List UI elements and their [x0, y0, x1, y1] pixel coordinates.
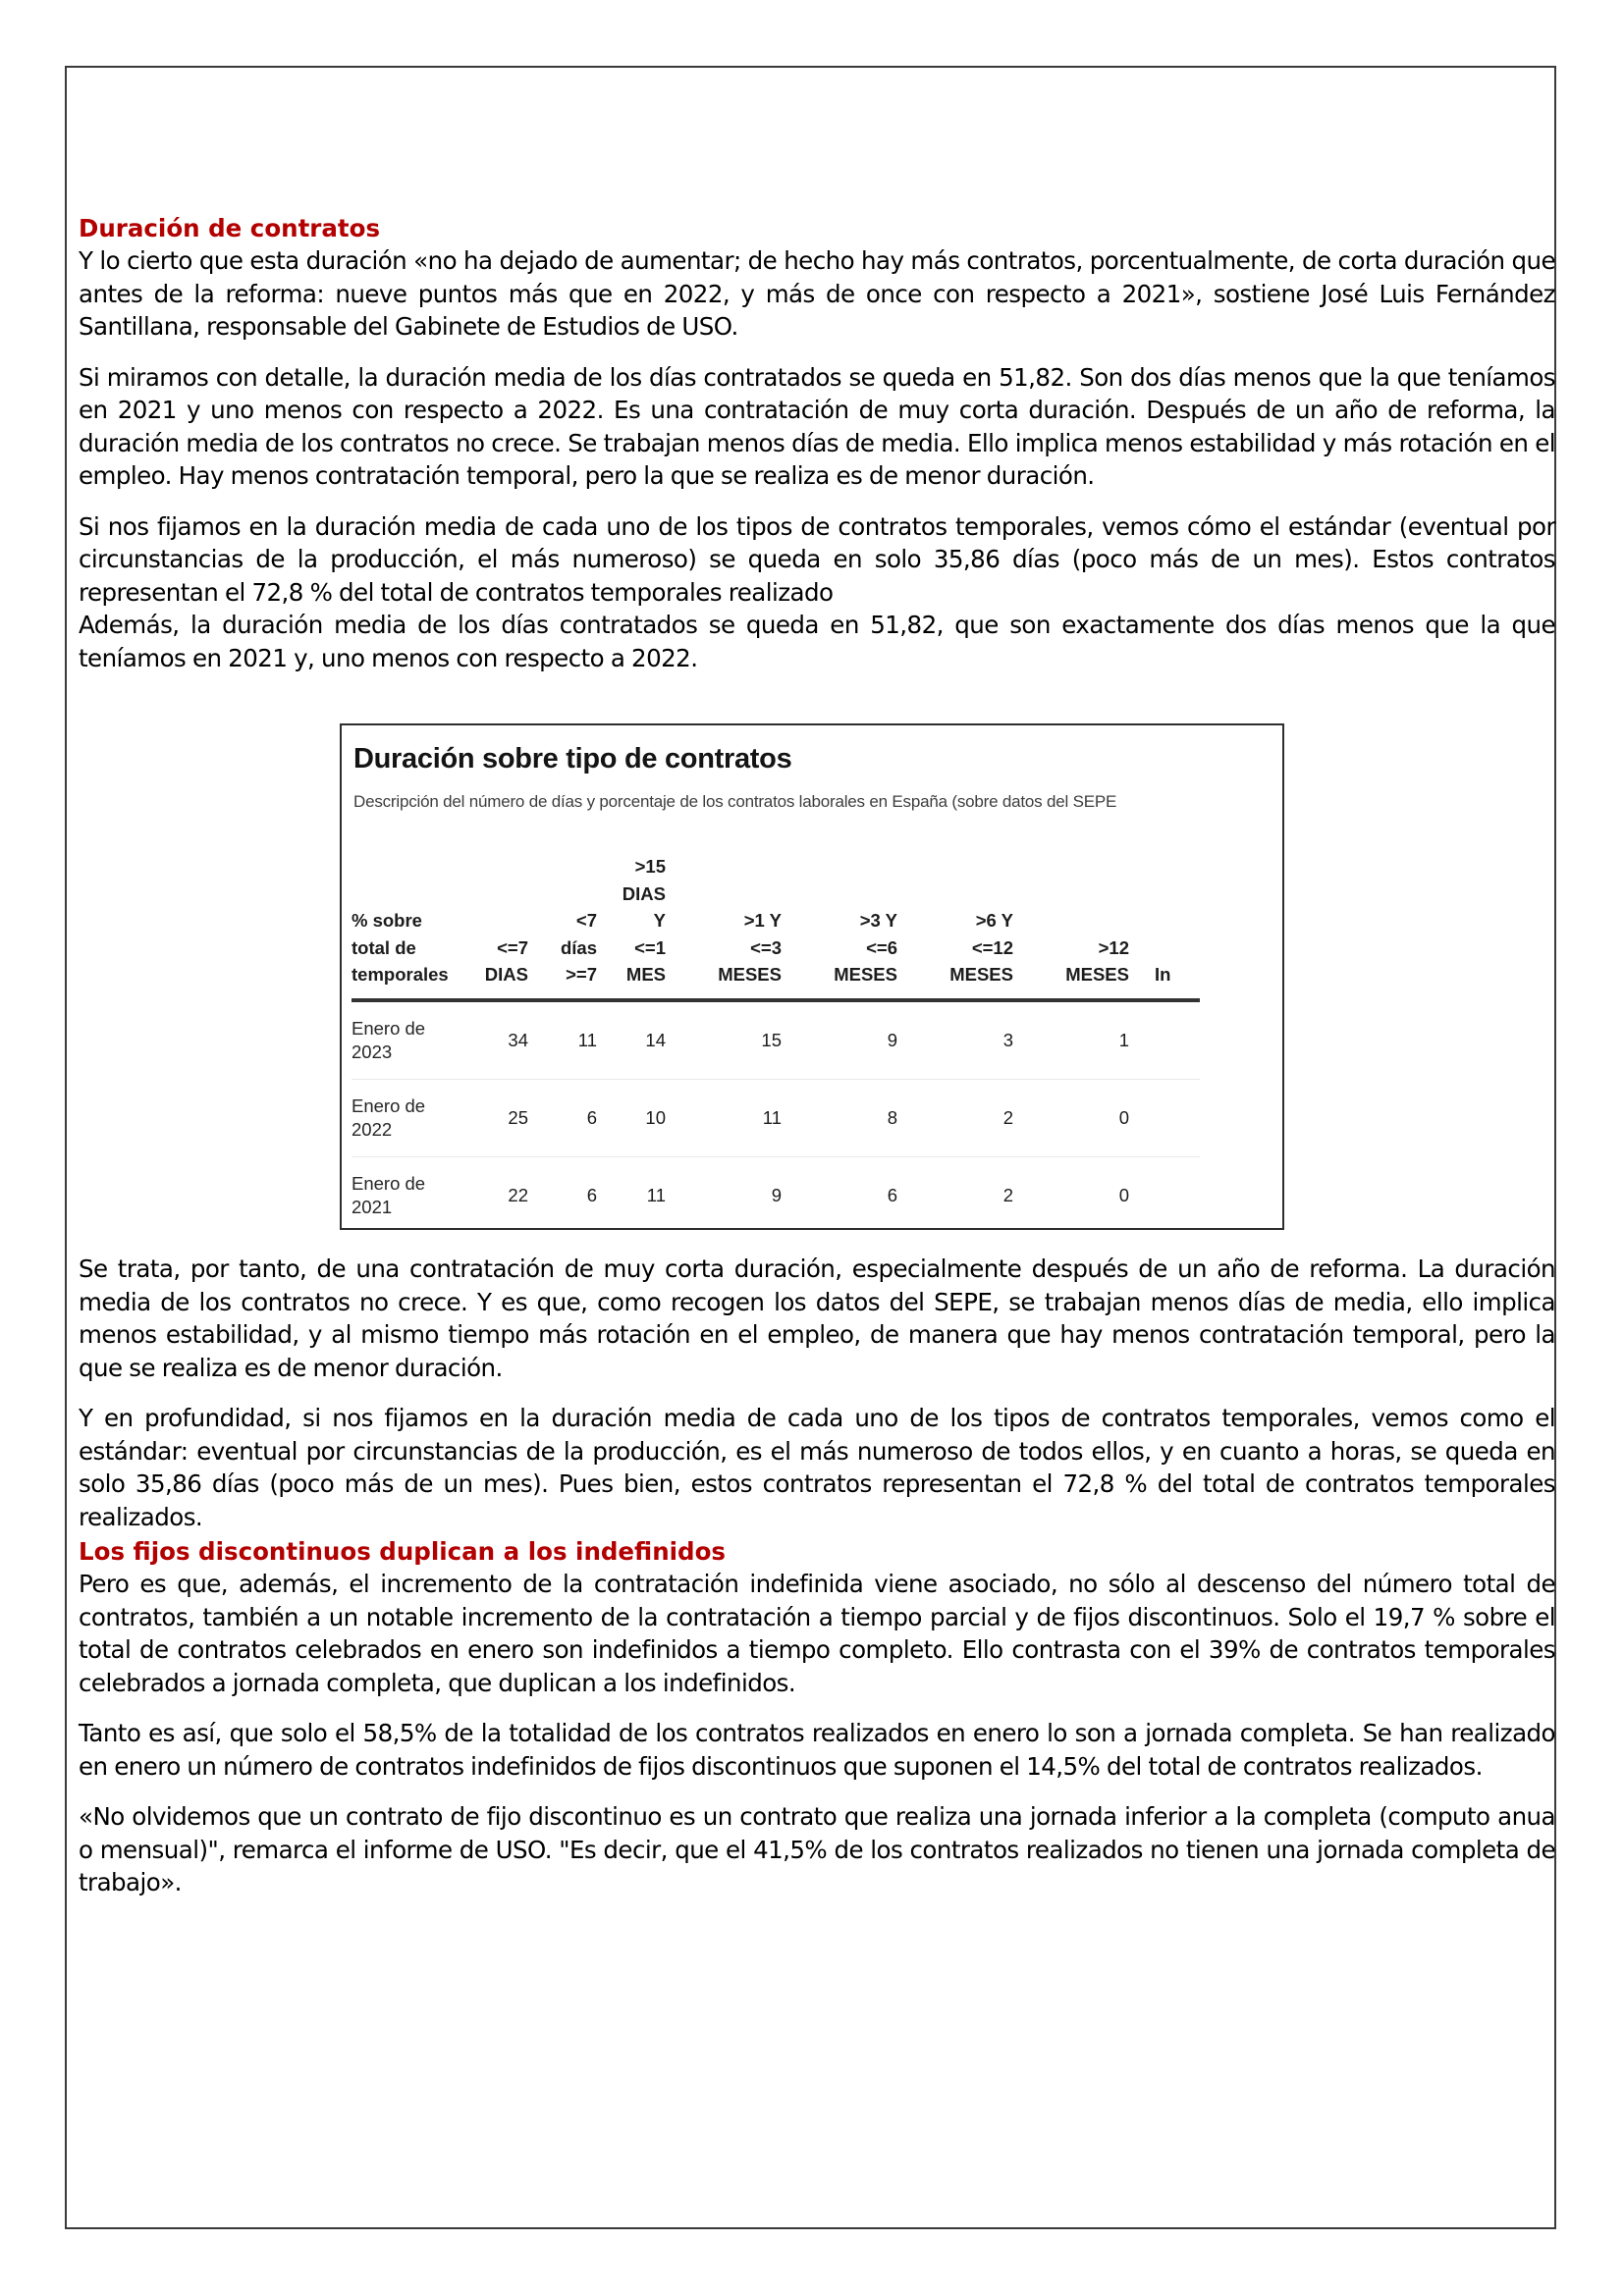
cell: 22	[508, 1184, 528, 1205]
paragraph: Y en profundidad, si nos fijamos en la duración media de cada uno de los tipos de contratos temporales, vemos como el estándar: eventual por circunstancias de la producción, es el más numeroso de todos ellos, y en cuanto a horas, se queda en solo 35,86 días (poco más de un mes). Pues bien, estos contratos representan el 72,8 % del total de contratos temporales realizados.	[79, 1404, 1555, 1531]
table-title: Duración sobre tipo de contratos	[353, 743, 792, 774]
row-label: Enero de 2022	[352, 1079, 467, 1156]
section-heading-fijos-discontinuos: Los fijos discontinuos duplican a los indefinidos	[79, 1537, 726, 1566]
cell	[1141, 1156, 1200, 1230]
cell: 9	[793, 1000, 909, 1080]
cell: 25	[467, 1079, 540, 1156]
cell	[1141, 1000, 1200, 1080]
column-header-1-3-meses: >1 Y <=3 MESES	[677, 853, 793, 1000]
cell: 15	[677, 1000, 793, 1080]
duration-table	[352, 853, 1200, 1230]
section-duracion	[79, 212, 1555, 692]
column-header-gt15-dias-le1-mes: >15 DIAS Y <=1 MES	[609, 853, 677, 1000]
cell: 3	[909, 1000, 1025, 1080]
cell: 6	[540, 1079, 609, 1156]
column-header-le7-dias: <=7 DIAS	[467, 853, 540, 1000]
cell: 8	[793, 1079, 909, 1156]
column-header-truncated: In	[1141, 853, 1200, 1000]
column-header-label: % sobre total de temporales	[352, 853, 467, 1000]
cell: 0	[1025, 1079, 1141, 1156]
cell: 6	[586, 1184, 597, 1205]
paragraph: Tanto es así, que solo el 58,5% de la totalidad de los contratos realizados en enero lo son a jornada completa. Se han realizado en enero un número de contratos indefinidos de fijos discontinuos que suponen el 14,5% del total de contratos realizados.	[79, 1719, 1555, 1781]
section-post-table	[79, 1253, 1555, 1917]
paragraph: Pero es que, además, el incremento de la contratación indefinida viene asociado, no sólo al descenso del número total de contratos, también a un notable incremento de la contratación a tiempo parcial y de fijos discontinuos. Solo el 19,7 % sobre el total de contratos celebrados en enero son indefinidos a tiempo completo. Ello contrasta con el 39% de contratos temporales celebrados a jornada completa, que duplican a los indefinidos.	[79, 1570, 1555, 1697]
table-row-2021	[352, 1156, 1200, 1230]
paragraph: Se trata, por tanto, de una contratación de muy corta duración, especialmente después de un año de reforma. La duración media de los contratos no crece. Y es que, como recogen los datos del SEPE, se trabajan menos días de media, ello implica menos estabilidad, y al mismo tiempo más rotación en el empleo, de manera que hay menos contratación temporal, pero la que se realiza es de menor duración.	[79, 1255, 1555, 1382]
cell: 2	[909, 1079, 1025, 1156]
table-row-2022	[352, 1079, 1200, 1156]
cell: 9	[771, 1184, 782, 1205]
cell: 0	[1118, 1184, 1129, 1205]
cell: 11	[646, 1184, 666, 1205]
cell: 11	[540, 1000, 609, 1080]
table-header-row	[352, 853, 1200, 1000]
column-header-6-12-meses: >6 Y <=12 MESES	[909, 853, 1025, 1000]
table-figure	[340, 723, 1284, 1230]
cell	[1141, 1079, 1200, 1156]
paragraph: «No olvidemos que un contrato de fijo discontinuo es un contrato que realiza una jornada inferior a la completa (computo anua o mensual)", remarca el informe de USO. "Es decir, que el 41,5% de los contratos realizados no tienen una jornada completa de trabajo».	[79, 1802, 1555, 1896]
column-header-gt12-meses: >12 MESES	[1025, 853, 1141, 1000]
cell: 2	[1002, 1184, 1013, 1205]
column-header-lt7-ge7-dias: <7 días >=7	[540, 853, 609, 1000]
cell: 10	[609, 1079, 677, 1156]
section-heading-duracion: Duración de contratos	[79, 214, 381, 242]
row-label: Enero de 2023	[352, 1000, 467, 1080]
table-subtitle: Descripción del número de días y porcentaje de los contratos laborales en España (sobre datos del SEPE	[353, 792, 1117, 811]
column-header-3-6-meses: >3 Y <=6 MESES	[793, 853, 909, 1000]
paragraph: Y lo cierto que esta duración «no ha dejado de aumentar; de hecho hay más contratos, porcentualmente, de corta duración que antes de la reforma: nueve puntos más que en 2022, y más de once con respecto a 2021», sostiene José Luis Fernández Santillana, responsable del Gabinete de Estudios de USO.	[79, 246, 1555, 341]
cell: 1	[1025, 1000, 1141, 1080]
paragraph: Si nos fijamos en la duración media de cada uno de los tipos de contratos temporales, vemos cómo el estándar (eventual por circunstancias de la producción, el más numeroso) se queda en solo 35,86 días (poco más de un mes). Estos contratos representan el 72,8 % del total de contratos temporales realizado	[79, 511, 1555, 607]
paragraph: Además, la duración media de los días contratados se queda en 51,82, que son exactamente dos días menos que la que teníamos en 2021 y, uno menos con respecto a 2022.	[79, 611, 1555, 672]
cell: 11	[677, 1079, 793, 1156]
cell: 6	[887, 1184, 897, 1205]
cell: 14	[609, 1000, 677, 1080]
table-row-2023	[352, 1000, 1200, 1080]
row-label: Enero de 2021	[352, 1172, 426, 1217]
cell: 34	[467, 1000, 540, 1080]
paragraph: Si miramos con detalle, la duración media de los días contratados se queda en 51,82. Son dos días menos que la que teníamos en 2021 y uno menos con respecto a 2022. Es una contratación de muy corta duración. Después de un año de reforma, la duración media de los contratos no crece. Se trabajan menos días de media. Ello implica menos estabilidad y más rotación en el empleo. Hay menos contratación temporal, pero la que se realiza es de menor duración.	[79, 362, 1555, 490]
